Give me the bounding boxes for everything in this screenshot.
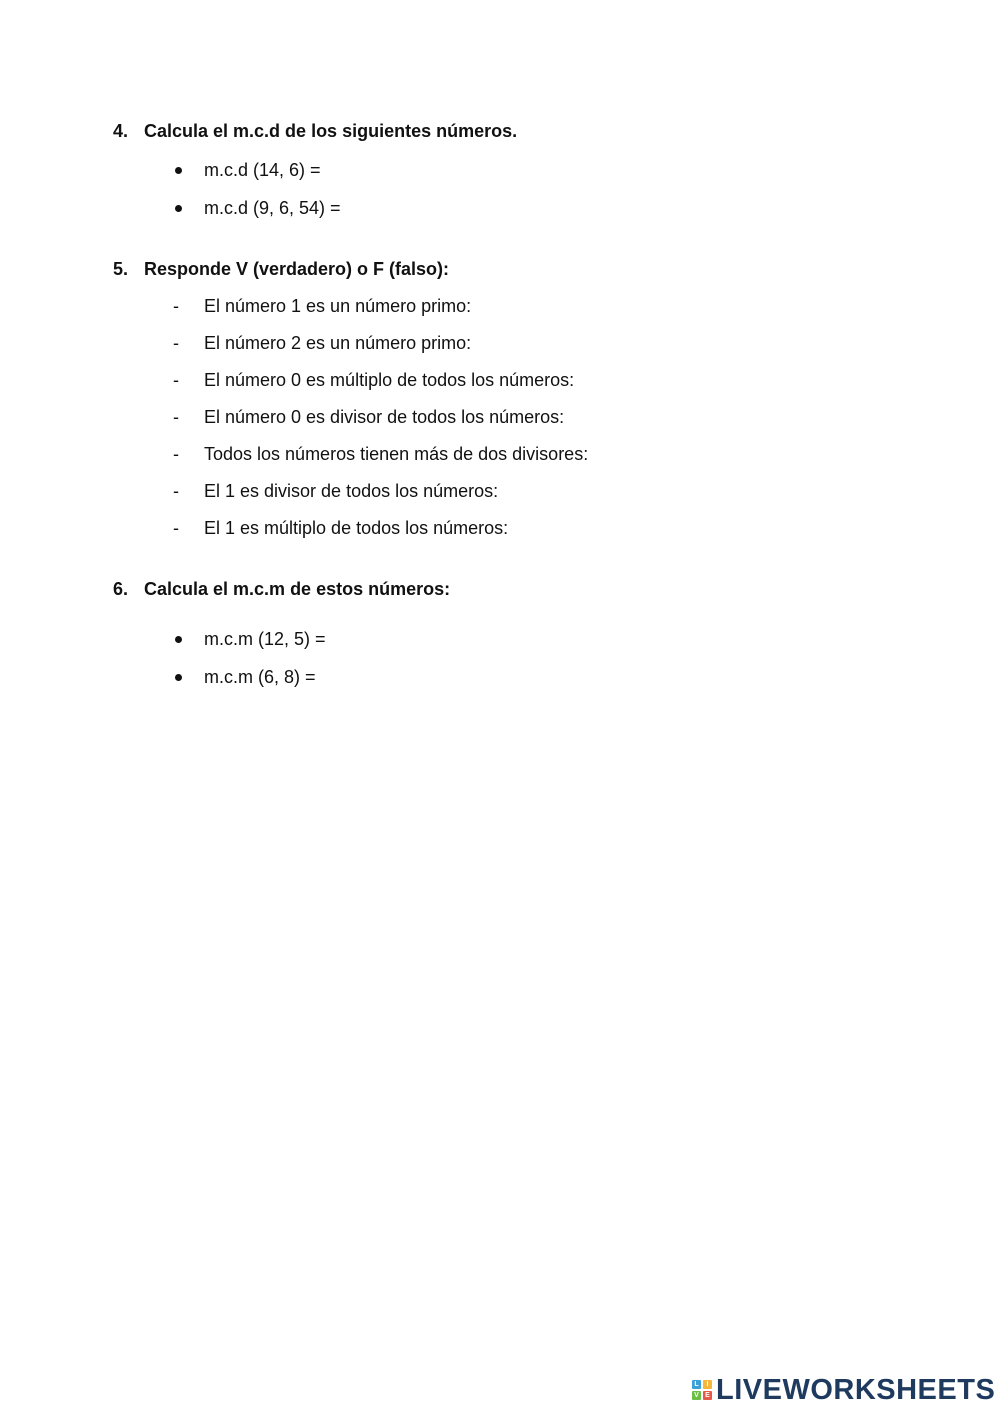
logo-text: LIVEWORKSHEETS <box>716 1373 996 1406</box>
question-6-heading <box>113 579 450 600</box>
q5-item-5: Todos los números tienen más de dos divisores: <box>204 444 589 464</box>
dash-marker: - <box>173 407 179 427</box>
question-4-heading <box>113 121 517 142</box>
dash-marker: - <box>173 296 179 316</box>
logo-mark-cell: V <box>692 1391 701 1400</box>
dash-marker: - <box>173 518 179 538</box>
question-6-number: 6. <box>113 579 129 599</box>
logo-mark-cell: L <box>692 1380 701 1389</box>
q5-item-4: El número 0 es divisor de todos los números: <box>204 407 565 427</box>
question-4-number: 4. <box>113 121 129 141</box>
dash-marker: - <box>173 333 179 353</box>
liveworksheets-mark-icon <box>692 1380 712 1400</box>
q5-item-3: El número 0 es múltiplo de todos los números: <box>204 370 575 390</box>
q4-item-2: m.c.d (9, 6, 54) = <box>204 198 341 218</box>
q5-item-7: El 1 es múltiplo de todos los números: <box>204 518 509 538</box>
q5-item-2: El número 2 es un número primo: <box>204 333 472 353</box>
q6-item-2: m.c.m (6, 8) = <box>204 667 316 687</box>
q5-item-1: El número 1 es un número primo: <box>204 296 472 316</box>
question-4-title: Calcula el m.c.d de los siguientes números. <box>144 121 518 141</box>
bullet-icon <box>175 674 182 681</box>
bullet-icon <box>175 636 182 643</box>
bullet-icon <box>175 167 182 174</box>
liveworksheets-logo[interactable] <box>692 1375 995 1405</box>
logo-mark-cell: I <box>703 1380 712 1389</box>
question-5-title: Responde V (verdadero) o F (falso): <box>144 259 450 279</box>
q5-item-6: El 1 es divisor de todos los números: <box>204 481 499 501</box>
q6-item-1: m.c.m (12, 5) = <box>204 629 326 649</box>
dash-marker: - <box>173 370 179 390</box>
bullet-icon <box>175 205 182 212</box>
dash-marker: - <box>173 444 179 464</box>
question-5-heading <box>113 259 449 280</box>
question-6-title: Calcula el m.c.m de estos números: <box>144 579 451 599</box>
logo-mark-cell: E <box>703 1391 712 1400</box>
q4-item-1: m.c.d (14, 6) = <box>204 160 321 180</box>
dash-marker: - <box>173 481 179 501</box>
question-5-number: 5. <box>113 259 129 279</box>
